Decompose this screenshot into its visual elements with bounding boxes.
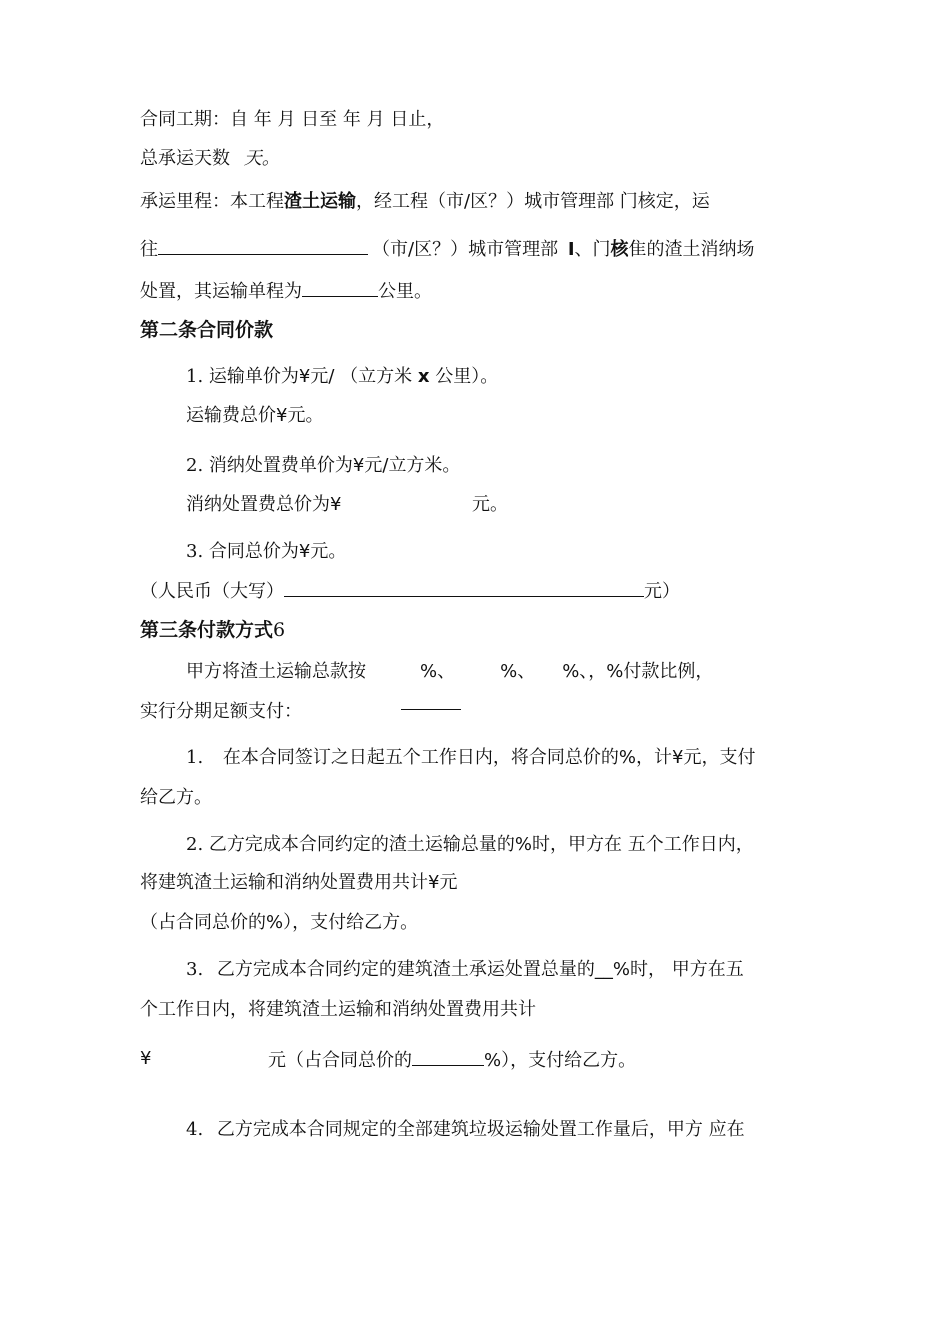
rmb-capital-blank: [284, 578, 644, 597]
price-item-1-total: 运输费总价¥元。: [186, 405, 324, 426]
payment-item-2: 2. 乙方完成本合同约定的渣土运输总量的%时，甲方在 五个工作日内，: [186, 834, 754, 855]
section-heading-payment: 第三条付款方式6: [140, 619, 286, 641]
payment-item-1: 1. 在本合同签订之日起五个工作日内，将合同总价的%，计¥元，支付: [186, 747, 756, 768]
rmb-capital-line: （人民币（大写） 元）: [140, 578, 680, 604]
contract-period-line: 合同工期：自 年 月 日至 年 月 日止，: [140, 109, 445, 130]
payment-item-4: 4. 乙方完成本合同规定的全部建筑垃圾运输处置工作量后，甲方 应在: [186, 1119, 745, 1140]
payment-item-1-cont: 给乙方。: [140, 787, 212, 808]
mileage-line-1: 承运里程：本工程渣土运输，经工程（市/区？）城市管理部 门核定，运: [140, 191, 710, 212]
price-item-3: 3. 合同总价为¥元。: [186, 541, 347, 562]
payment-item-3-cont: 个工作日内，将建筑渣土运输和消纳处置费用共计: [140, 999, 536, 1020]
price-item-1: 1. 运输单价为¥元/ （立方米 x 公里）。: [186, 366, 499, 387]
payment-instalment-line: 实行分期足额支付：: [140, 701, 302, 722]
price-item-2-unit: 元。: [472, 494, 508, 515]
price-item-2-total: 消纳处置费总价为¥: [186, 494, 342, 515]
payment-item-3-amount-cont: 元（占合同总价的 %），支付给乙方。: [268, 1047, 636, 1073]
total-days-line: 总承运天数 天。: [140, 148, 280, 169]
percent-blank: [412, 1047, 484, 1066]
payment-item-3: 3. 乙方完成本合同约定的建筑渣土承运处置总量的__%时， 甲方在五: [186, 959, 744, 980]
section-heading-price: 第二条合同价款: [140, 319, 274, 341]
mileage-line-2: 往 （市/区？）城市管理部 I、门核隹的渣土消纳场: [140, 236, 755, 262]
distance-blank: [302, 278, 378, 297]
destination-blank: [158, 236, 368, 255]
price-item-2: 2. 消纳处置费单价为¥元/立方米。: [186, 455, 461, 476]
payment-item-2-cont-2: （占合同总价的%），支付给乙方。: [140, 912, 419, 933]
mileage-line-3: 处置，其运输单程为 公里。: [140, 278, 432, 304]
separator-line: [401, 709, 461, 710]
payment-item-3-amount: ¥: [140, 1048, 152, 1069]
payment-ratio-line: 甲方将渣土运输总款按 %、 %、 %、，%付款比例，: [186, 661, 714, 682]
payment-item-2-cont: 将建筑渣土运输和消纳处置费用共计¥元: [140, 872, 458, 893]
